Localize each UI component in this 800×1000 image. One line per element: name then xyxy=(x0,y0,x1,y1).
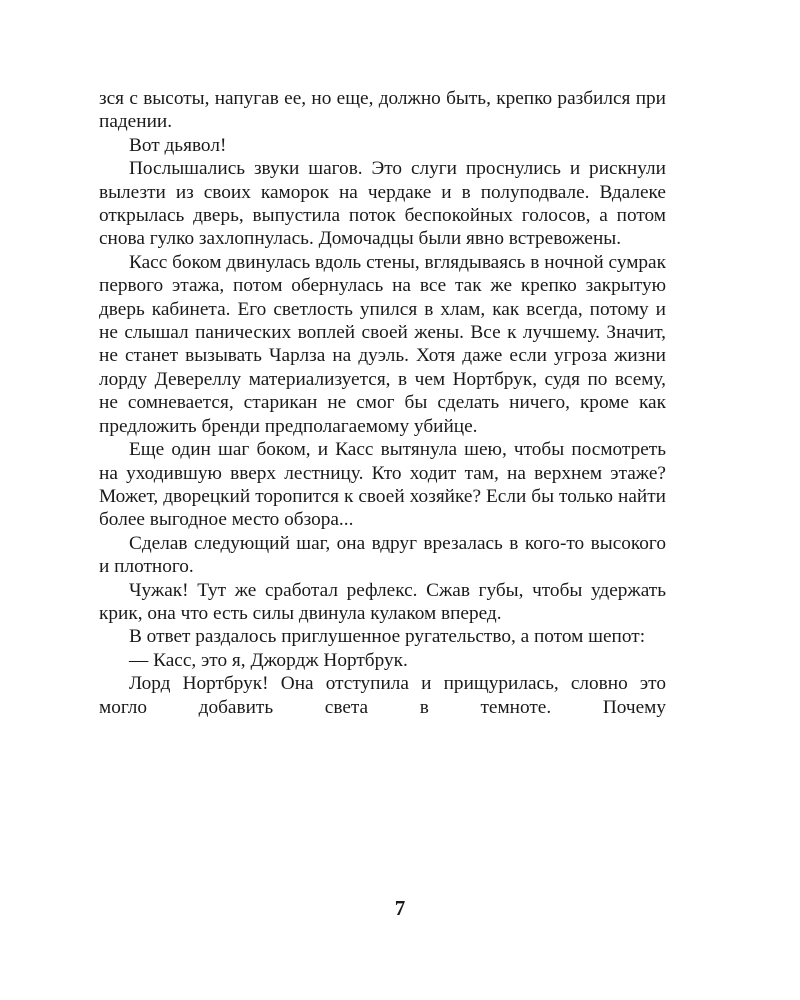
page-number: 7 xyxy=(394,896,406,920)
paragraph: Сделав следующий шаг, она вдруг врезалась в кого-то высокого и плотного. xyxy=(99,532,666,578)
paragraph: Послышались звуки шагов. Это слуги проснулись и рискнули вылезти из своих каморок на чердаке и в полуподвале. Вдалеке открылась дверь, выпустила поток беспокойных голосов, а потом снова гулко захлопнулась. Домочадцы были явно встревожены. xyxy=(99,158,666,250)
paragraph: Вот дьявол! xyxy=(129,134,227,156)
paragraph: Чужак! Тут же сработал рефлекс. Сжав губы, чтобы удержать крик, она что есть силы двинула кулаком вперед. xyxy=(99,579,666,624)
paragraph-dialogue: — Касс, это я, Джордж Нортбрук. xyxy=(129,649,408,671)
paragraph: Еще один шаг боком, и Касс вытянула шею, чтобы посмотреть на уходившую вверх лестницу. Кто ходит там, на верхнем этаже? Может, дворецкий торопится к своей хозяйке? Если бы только найти более выгодное место обзора... xyxy=(99,439,666,531)
paragraph: Лорд Нортбрук! Она отступила и прищурилась, словно это могло добавить света в темноте. Почему xyxy=(99,673,666,718)
paragraph: Касс боком двинулась вдоль стены, вглядываясь в ночной сумрак первого этажа, потом обернулась на все так же крепко закрытую дверь кабинета. Его светлость упился в хлам, как всегда, потому и не слышал панических воплей своей жены. Все к лучшему. Значит, не станет вызывать Чарлза на дуэль. Хотя даже если угроза жизни лорду Девереллу материализуется, в чем Нортбрук, судя по всему, не сомневается, старикан не смог бы сделать ничего, кроме как предложить бренди предполагаемому убийце. xyxy=(99,251,666,437)
paragraph: В ответ раздалось приглушенное ругательство, а потом шепот: xyxy=(129,626,646,648)
paragraph: зся с высоты, напугав ее, но еще, должно быть, крепко разбился при падении. xyxy=(99,88,666,133)
body-text xyxy=(99,87,666,719)
